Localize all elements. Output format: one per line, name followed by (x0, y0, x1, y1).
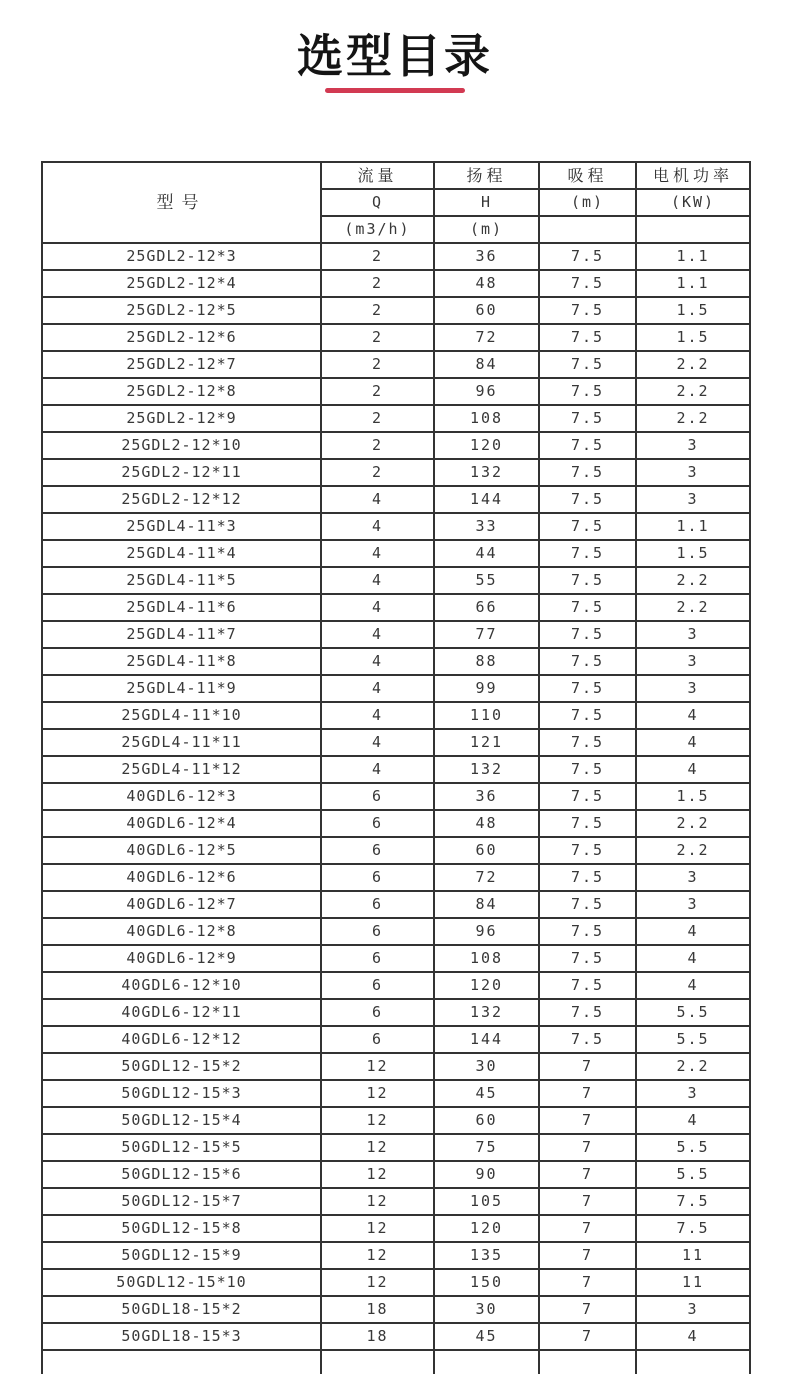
cell-suction: 7.5 (539, 1026, 636, 1053)
cell-suction: 7.5 (539, 567, 636, 594)
cell-power: 2.2 (636, 405, 750, 432)
header-suction: 吸程 (539, 162, 636, 189)
cell-q: 12 (321, 1134, 434, 1161)
cell-h: 120 (434, 972, 539, 999)
table-row (42, 972, 750, 999)
cell-power: 3 (636, 1296, 750, 1323)
cell-h: 44 (434, 540, 539, 567)
cell-suction: 7.5 (539, 297, 636, 324)
header-head: 扬程 (434, 162, 539, 189)
table-row (42, 1323, 750, 1350)
cell-model: 25GDL4-11*9 (42, 675, 321, 702)
cell-model: 40GDL6-12*9 (42, 945, 321, 972)
cell-suction (539, 1350, 636, 1374)
cell-q: 18 (321, 1296, 434, 1323)
header-suction-unit: (m) (539, 189, 636, 216)
cell-h: 144 (434, 1026, 539, 1053)
table-row (42, 891, 750, 918)
cell-suction: 7.5 (539, 864, 636, 891)
cell-h: 60 (434, 297, 539, 324)
cell-suction: 7.5 (539, 378, 636, 405)
cell-model: 40GDL6-12*11 (42, 999, 321, 1026)
cell-power: 4 (636, 972, 750, 999)
cell-model: 25GDL2-12*6 (42, 324, 321, 351)
cell-h: 60 (434, 837, 539, 864)
cell-q: 4 (321, 756, 434, 783)
cell-power: 7.5 (636, 1188, 750, 1215)
cell-q: 6 (321, 783, 434, 810)
cell-h: 99 (434, 675, 539, 702)
cell-power: 4 (636, 918, 750, 945)
table-row (42, 432, 750, 459)
cell-h: 135 (434, 1242, 539, 1269)
cell-q: 6 (321, 810, 434, 837)
cell-suction: 7.5 (539, 837, 636, 864)
cell-h: 105 (434, 1188, 539, 1215)
table-row (42, 351, 750, 378)
cell-suction: 7.5 (539, 918, 636, 945)
cell-q: 12 (321, 1215, 434, 1242)
cell-model: 40GDL6-12*6 (42, 864, 321, 891)
cell-power: 2.2 (636, 594, 750, 621)
cell-h: 88 (434, 648, 539, 675)
cell-suction: 7.5 (539, 783, 636, 810)
cell-suction: 7.5 (539, 351, 636, 378)
cell-suction: 7.5 (539, 405, 636, 432)
cell-power: 3 (636, 1080, 750, 1107)
cell-h: 36 (434, 243, 539, 270)
cell-h: 72 (434, 864, 539, 891)
cell-q: 6 (321, 918, 434, 945)
cell-model: 25GDL4-11*10 (42, 702, 321, 729)
table-row (42, 675, 750, 702)
table-row (42, 1080, 750, 1107)
cell-power: 1.1 (636, 270, 750, 297)
cell-q: 12 (321, 1053, 434, 1080)
cell-q: 6 (321, 1026, 434, 1053)
cell-q: 4 (321, 702, 434, 729)
cell-model: 50GDL12-15*7 (42, 1188, 321, 1215)
cell-h: 132 (434, 756, 539, 783)
cell-h: 120 (434, 1215, 539, 1242)
cell-q: 6 (321, 999, 434, 1026)
cell-suction: 7.5 (539, 945, 636, 972)
cell-suction: 7 (539, 1215, 636, 1242)
header-power: 电机功率 (636, 162, 750, 189)
cell-suction: 7 (539, 1107, 636, 1134)
cell-q: 6 (321, 891, 434, 918)
table-row (42, 513, 750, 540)
table-row (42, 297, 750, 324)
table-body (42, 243, 750, 1374)
cell-suction: 7.5 (539, 270, 636, 297)
cell-h: 132 (434, 999, 539, 1026)
cell-power: 2.2 (636, 1053, 750, 1080)
cell-suction: 7 (539, 1134, 636, 1161)
cell-model: 25GDL2-12*11 (42, 459, 321, 486)
cell-power: 1.5 (636, 297, 750, 324)
cell-model: 25GDL2-12*10 (42, 432, 321, 459)
cell-suction: 7.5 (539, 324, 636, 351)
cell-suction: 7.5 (539, 675, 636, 702)
table-row (42, 648, 750, 675)
cell-h: 45 (434, 1323, 539, 1350)
table-row (42, 783, 750, 810)
cell-power: 4 (636, 729, 750, 756)
cell-power (636, 1350, 750, 1374)
cell-q: 4 (321, 594, 434, 621)
cell-suction: 7.5 (539, 432, 636, 459)
cell-model: 40GDL6-12*12 (42, 1026, 321, 1053)
cell-h (434, 1350, 539, 1374)
cell-power: 7.5 (636, 1215, 750, 1242)
table-header (42, 162, 750, 243)
cell-h: 33 (434, 513, 539, 540)
cell-h: 84 (434, 351, 539, 378)
cell-model: 50GDL12-15*6 (42, 1161, 321, 1188)
cell-model: 50GDL12-15*9 (42, 1242, 321, 1269)
cell-model: 25GDL4-11*6 (42, 594, 321, 621)
cell-power: 3 (636, 864, 750, 891)
table-row (42, 837, 750, 864)
cell-model: 50GDL12-15*4 (42, 1107, 321, 1134)
cell-power: 4 (636, 702, 750, 729)
cell-power: 11 (636, 1269, 750, 1296)
cell-suction: 7.5 (539, 648, 636, 675)
cell-q: 2 (321, 405, 434, 432)
cell-model: 25GDL4-11*11 (42, 729, 321, 756)
cell-h: 84 (434, 891, 539, 918)
table-row (42, 378, 750, 405)
cell-power: 1.1 (636, 243, 750, 270)
cell-power: 4 (636, 1323, 750, 1350)
cell-h: 55 (434, 567, 539, 594)
header-power-unit: (KW) (636, 189, 750, 216)
cell-model: 50GDL12-15*2 (42, 1053, 321, 1080)
cell-model: 50GDL18-15*3 (42, 1323, 321, 1350)
header-suction-blank (539, 216, 636, 243)
cell-h: 144 (434, 486, 539, 513)
table-row (42, 999, 750, 1026)
cell-power: 11 (636, 1242, 750, 1269)
cell-suction: 7 (539, 1242, 636, 1269)
cell-power: 1.5 (636, 783, 750, 810)
cell-q: 2 (321, 351, 434, 378)
cell-h: 72 (434, 324, 539, 351)
table-row (42, 918, 750, 945)
cell-q: 12 (321, 1242, 434, 1269)
cell-suction: 7.5 (539, 513, 636, 540)
table-row (42, 729, 750, 756)
cell-power: 1.1 (636, 513, 750, 540)
cell-h: 48 (434, 810, 539, 837)
cell-suction: 7.5 (539, 810, 636, 837)
cell-power: 5.5 (636, 1026, 750, 1053)
cell-q: 6 (321, 864, 434, 891)
cell-q: 6 (321, 837, 434, 864)
cell-power: 5.5 (636, 999, 750, 1026)
cell-suction: 7.5 (539, 999, 636, 1026)
cell-h: 121 (434, 729, 539, 756)
cell-suction: 7.5 (539, 756, 636, 783)
table-row (42, 1053, 750, 1080)
cell-h: 120 (434, 432, 539, 459)
cell-q: 12 (321, 1269, 434, 1296)
cell-h: 30 (434, 1296, 539, 1323)
cell-h: 132 (434, 459, 539, 486)
cell-q: 2 (321, 432, 434, 459)
table-row-partial (42, 1350, 750, 1374)
cell-model: 40GDL6-12*7 (42, 891, 321, 918)
table-row (42, 756, 750, 783)
cell-model: 25GDL2-12*3 (42, 243, 321, 270)
cell-power: 4 (636, 1107, 750, 1134)
cell-power: 3 (636, 459, 750, 486)
cell-suction: 7 (539, 1269, 636, 1296)
cell-suction: 7.5 (539, 891, 636, 918)
cell-power: 4 (636, 756, 750, 783)
table-row (42, 1107, 750, 1134)
header-power-blank (636, 216, 750, 243)
cell-model: 40GDL6-12*8 (42, 918, 321, 945)
table-row (42, 270, 750, 297)
cell-power: 1.5 (636, 540, 750, 567)
table-row (42, 1134, 750, 1161)
cell-model: 25GDL2-12*8 (42, 378, 321, 405)
cell-q: 12 (321, 1107, 434, 1134)
cell-power: 3 (636, 675, 750, 702)
cell-model: 25GDL4-11*12 (42, 756, 321, 783)
cell-power: 3 (636, 621, 750, 648)
cell-model: 40GDL6-12*10 (42, 972, 321, 999)
cell-h: 77 (434, 621, 539, 648)
cell-power: 1.5 (636, 324, 750, 351)
cell-h: 60 (434, 1107, 539, 1134)
cell-model: 25GDL2-12*4 (42, 270, 321, 297)
cell-q: 2 (321, 324, 434, 351)
cell-q: 2 (321, 297, 434, 324)
table-row (42, 702, 750, 729)
cell-model: 25GDL4-11*4 (42, 540, 321, 567)
cell-suction: 7.5 (539, 459, 636, 486)
page-title: 选型目录 (297, 30, 493, 82)
cell-model: 50GDL12-15*10 (42, 1269, 321, 1296)
cell-model: 25GDL2-12*9 (42, 405, 321, 432)
table-row (42, 1215, 750, 1242)
table-row (42, 540, 750, 567)
header-head-symbol: H (434, 189, 539, 216)
cell-model: 40GDL6-12*5 (42, 837, 321, 864)
cell-q: 4 (321, 540, 434, 567)
cell-power: 5.5 (636, 1134, 750, 1161)
cell-q: 4 (321, 648, 434, 675)
cell-suction: 7 (539, 1188, 636, 1215)
cell-model: 25GDL4-11*8 (42, 648, 321, 675)
cell-h: 108 (434, 945, 539, 972)
table-row (42, 1242, 750, 1269)
cell-q: 4 (321, 567, 434, 594)
cell-power: 2.2 (636, 351, 750, 378)
cell-power: 2.2 (636, 567, 750, 594)
cell-h: 150 (434, 1269, 539, 1296)
table-row (42, 1161, 750, 1188)
cell-q: 6 (321, 945, 434, 972)
cell-q: 4 (321, 729, 434, 756)
table-row (42, 594, 750, 621)
cell-power: 2.2 (636, 378, 750, 405)
table-row (42, 864, 750, 891)
cell-model: 50GDL12-15*5 (42, 1134, 321, 1161)
cell-model: 25GDL4-11*7 (42, 621, 321, 648)
cell-power: 5.5 (636, 1161, 750, 1188)
cell-h: 75 (434, 1134, 539, 1161)
cell-q: 6 (321, 972, 434, 999)
cell-h: 45 (434, 1080, 539, 1107)
title-underline-bar (325, 88, 465, 93)
cell-h: 96 (434, 378, 539, 405)
cell-suction: 7.5 (539, 243, 636, 270)
cell-model: 50GDL12-15*3 (42, 1080, 321, 1107)
table-row (42, 459, 750, 486)
cell-model: 50GDL12-15*8 (42, 1215, 321, 1242)
cell-q (321, 1350, 434, 1374)
table-row (42, 1269, 750, 1296)
cell-suction: 7.5 (539, 729, 636, 756)
cell-power: 3 (636, 648, 750, 675)
cell-model: 25GDL4-11*3 (42, 513, 321, 540)
cell-model: 40GDL6-12*4 (42, 810, 321, 837)
cell-suction: 7.5 (539, 972, 636, 999)
cell-power: 4 (636, 945, 750, 972)
header-flow-unit: (m3/h) (321, 216, 434, 243)
table-row (42, 1026, 750, 1053)
cell-suction: 7.5 (539, 540, 636, 567)
cell-h: 48 (434, 270, 539, 297)
cell-h: 30 (434, 1053, 539, 1080)
cell-suction: 7 (539, 1296, 636, 1323)
table-row (42, 810, 750, 837)
table-row (42, 1296, 750, 1323)
cell-q: 4 (321, 621, 434, 648)
cell-suction: 7.5 (539, 621, 636, 648)
header-head-unit: (m) (434, 216, 539, 243)
cell-suction: 7 (539, 1323, 636, 1350)
header-row-name (42, 162, 750, 189)
table-row (42, 324, 750, 351)
table-row (42, 945, 750, 972)
table-row (42, 243, 750, 270)
table-row (42, 486, 750, 513)
header-flow: 流量 (321, 162, 434, 189)
cell-model: 25GDL2-12*5 (42, 297, 321, 324)
cell-model: 25GDL4-11*5 (42, 567, 321, 594)
cell-power: 2.2 (636, 837, 750, 864)
cell-power: 3 (636, 432, 750, 459)
header-flow-symbol: Q (321, 189, 434, 216)
cell-q: 12 (321, 1161, 434, 1188)
cell-suction: 7 (539, 1161, 636, 1188)
cell-q: 2 (321, 459, 434, 486)
cell-h: 36 (434, 783, 539, 810)
cell-q: 4 (321, 675, 434, 702)
cell-q: 12 (321, 1080, 434, 1107)
cell-suction: 7.5 (539, 486, 636, 513)
cell-model: 50GDL18-15*2 (42, 1296, 321, 1323)
cell-h: 110 (434, 702, 539, 729)
cell-model (42, 1350, 321, 1374)
cell-q: 4 (321, 486, 434, 513)
cell-h: 90 (434, 1161, 539, 1188)
cell-q: 12 (321, 1188, 434, 1215)
cell-power: 3 (636, 486, 750, 513)
cell-model: 40GDL6-12*3 (42, 783, 321, 810)
header-model: 型号 (42, 162, 321, 243)
cell-q: 18 (321, 1323, 434, 1350)
table-row (42, 1188, 750, 1215)
cell-h: 96 (434, 918, 539, 945)
table-row (42, 567, 750, 594)
cell-q: 2 (321, 270, 434, 297)
cell-model: 25GDL2-12*12 (42, 486, 321, 513)
table-row (42, 621, 750, 648)
table-row (42, 405, 750, 432)
selection-table-container (41, 161, 749, 1374)
selection-table (41, 161, 751, 1374)
cell-q: 2 (321, 378, 434, 405)
cell-suction: 7.5 (539, 702, 636, 729)
cell-power: 3 (636, 891, 750, 918)
cell-h: 66 (434, 594, 539, 621)
cell-q: 4 (321, 513, 434, 540)
cell-q: 2 (321, 243, 434, 270)
cell-model: 25GDL2-12*7 (42, 351, 321, 378)
cell-power: 2.2 (636, 810, 750, 837)
cell-suction: 7 (539, 1080, 636, 1107)
cell-suction: 7.5 (539, 594, 636, 621)
cell-suction: 7 (539, 1053, 636, 1080)
cell-h: 108 (434, 405, 539, 432)
